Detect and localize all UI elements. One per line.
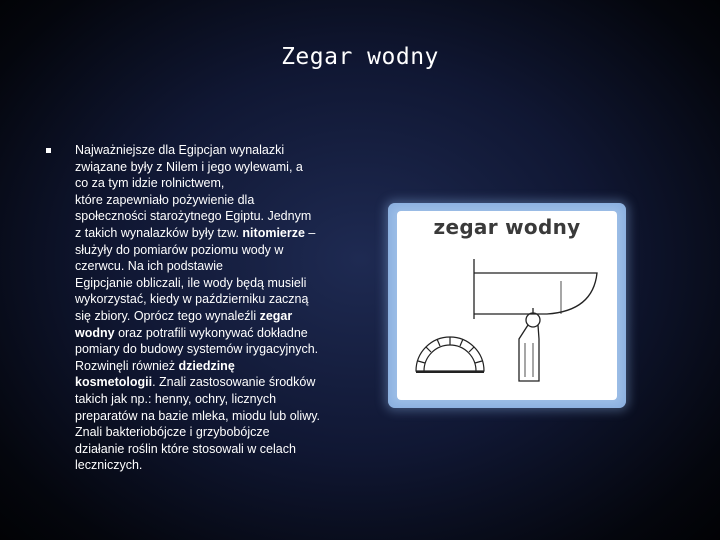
- text-line: takich jak np.: henny, ochry, licznych: [75, 391, 277, 406]
- slide-title: Zegar wodny: [281, 44, 439, 70]
- bullet-marker: [46, 148, 51, 153]
- text-line: wykorzystać, kiedy w październiku zaczną: [75, 292, 309, 307]
- emphasized-term: nitomierze: [242, 225, 305, 240]
- text-line: Najważniejsze dla Egipcjan wynalazki: [75, 143, 285, 157]
- text-fragment: –: [304, 225, 316, 240]
- body-text: [75, 142, 367, 474]
- emphasized-term: zegar: [259, 308, 293, 323]
- text-line: czerwcu. Na ich podstawie: [75, 259, 223, 274]
- water-clock-figure: [388, 203, 626, 408]
- text-fragment: Rozwinęli również: [75, 358, 179, 373]
- text-line: działanie roślin które stosowali w celach: [75, 441, 296, 456]
- text-line: [75, 374, 367, 391]
- text-line: Egipcjanie obliczali, ile wody będą musieli: [75, 275, 307, 290]
- text-fragment: . Znali zastosowanie środków: [152, 375, 316, 390]
- text-line: pomiary do budowy systemów irygacyjnych.: [75, 342, 319, 357]
- text-line: które zapewniało pożywienie dla: [75, 192, 255, 207]
- text-line: preparatów na bazie mleka, miodu lub oliwy.: [75, 408, 321, 423]
- water-vessel-drawing: [474, 259, 597, 319]
- text-line: społeczności starożytnego Egiptu. Jednym: [75, 209, 312, 224]
- emphasized-term: dziedzinę: [178, 358, 235, 373]
- water-clock-drawing: [397, 211, 617, 400]
- figure-panel: [397, 211, 617, 400]
- text-line: [75, 225, 367, 242]
- figure-title: zegar wodny: [433, 215, 581, 239]
- text-line: [75, 325, 367, 342]
- text-line: służyły do pomiarów poziomu wody w: [75, 242, 284, 257]
- emphasized-term: kosmetologii: [75, 375, 153, 390]
- dial-drawing: [416, 337, 484, 372]
- text-fragment: oraz potrafili wykonywać dokładne: [114, 325, 308, 340]
- text-line: co za tym idzie rolnictwem,: [75, 176, 225, 191]
- text-line: [75, 358, 367, 375]
- text-line: związane były z Nilem i jego wylewami, a: [75, 159, 303, 174]
- text-line: leczniczych.: [75, 458, 143, 473]
- text-line: [75, 308, 367, 325]
- text-fragment: się zbiory. Oprócz tego wynaleźli: [75, 308, 260, 323]
- text-line: Znali bakteriobójcze i grzybobójcze: [75, 425, 270, 440]
- float-vessel-drawing: [519, 308, 540, 381]
- text-fragment: z takich wynalazków były tzw.: [75, 225, 243, 240]
- emphasized-term: wodny: [75, 325, 115, 340]
